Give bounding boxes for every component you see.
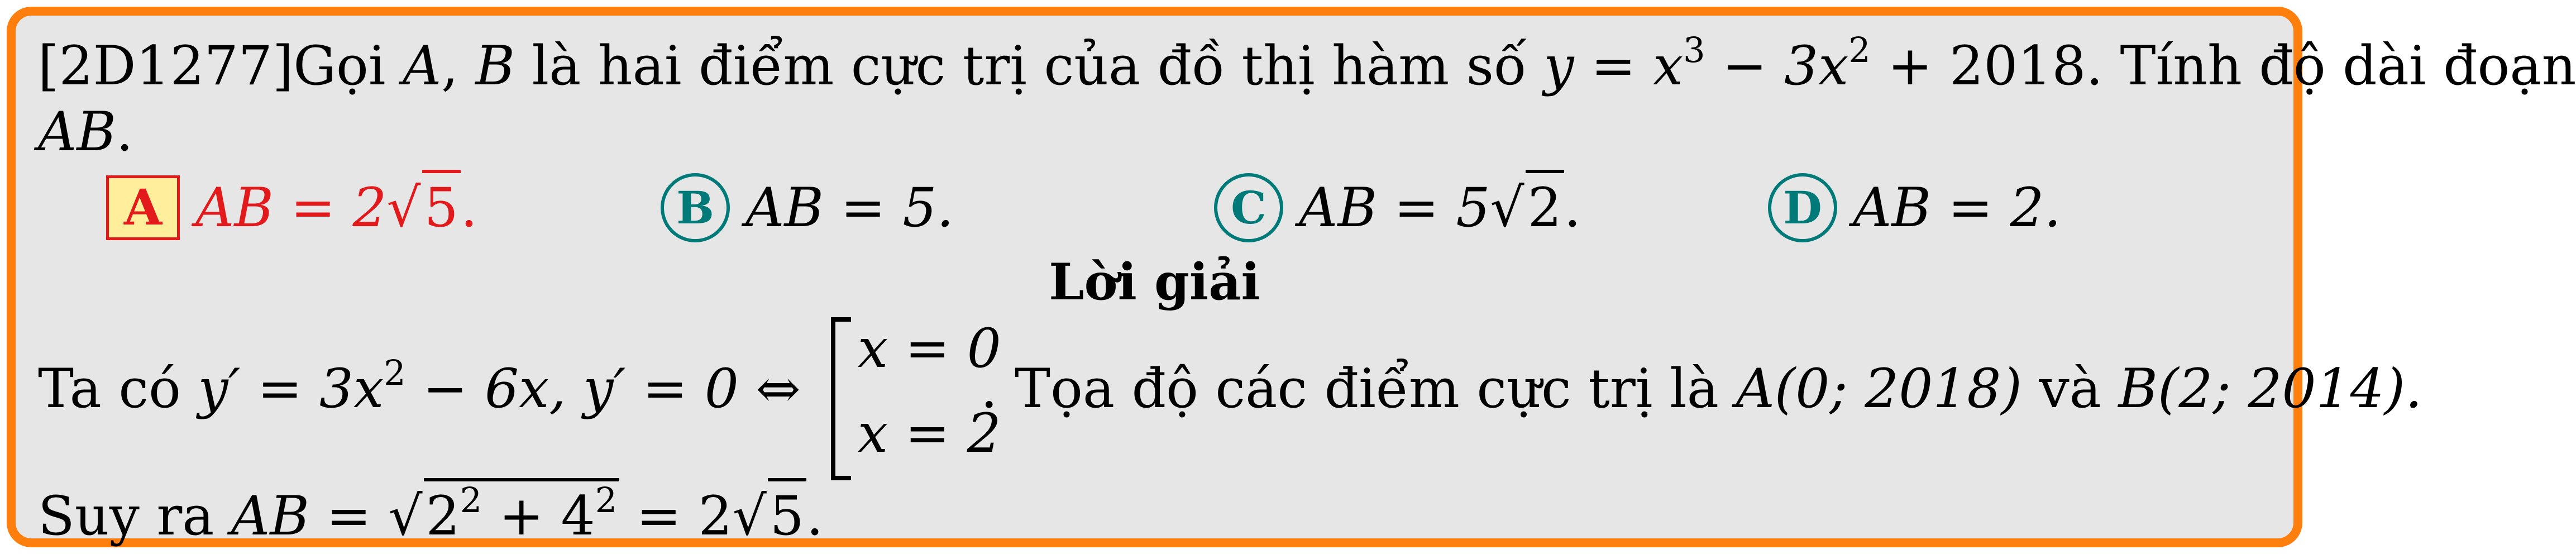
- result-period: .: [806, 485, 824, 547]
- exponent-2: 2: [1848, 30, 1871, 70]
- solution-title: Lời giải: [1049, 252, 1260, 312]
- derivative-zero: y′ = 0 ⇔: [583, 357, 801, 420]
- option-c-letter: C: [1214, 173, 1283, 242]
- option-a[interactable]: [106, 173, 477, 242]
- comma: ,: [441, 35, 476, 97]
- case-2: x = 2: [858, 402, 1001, 465]
- ab-equals: AB =: [231, 485, 389, 547]
- option-a-value: [195, 176, 477, 239]
- solution-line-3: [38, 480, 824, 547]
- radicand-expr: [424, 478, 620, 547]
- radicand-exp-2: 2: [595, 480, 618, 520]
- sqrt-symbol: √2: [1490, 176, 1564, 239]
- case-bracket: [831, 317, 851, 480]
- derivative-expr: y′ = 3x: [198, 357, 384, 420]
- option-b[interactable]: [661, 173, 954, 242]
- sqrt-symbol: √5: [733, 489, 806, 543]
- option-b-letter: B: [661, 173, 730, 242]
- point-a-coords: A(0; 2018): [1736, 357, 2022, 420]
- option-c-suffix: .: [1564, 176, 1581, 239]
- radicand-plus: + 4: [482, 485, 595, 547]
- derivative-rest: − 6x,: [405, 357, 584, 420]
- function-lhs: y = x: [1543, 35, 1684, 97]
- point-b-label: B: [475, 35, 515, 97]
- function-constant: + 2018: [1870, 35, 2086, 97]
- sqrt-symbol: $√2^2 + 4^2$: [388, 489, 619, 543]
- derivative-exponent: 2: [384, 352, 406, 393]
- point-a-label: A: [402, 35, 442, 97]
- question-text-start: Gọi: [293, 35, 403, 97]
- radicand-exp-1: 2: [460, 480, 482, 520]
- option-c-radicand: 2: [1526, 170, 1564, 239]
- option-d-letter: D: [1768, 173, 1837, 242]
- question-line-1: [38, 30, 2576, 97]
- solution-line-1-right: [981, 357, 2422, 420]
- question-text-end: . Tính độ dài đoạn: [2086, 35, 2576, 97]
- point-b-coords: B(2; 2014).: [2118, 357, 2422, 420]
- case-1: x = 0: [858, 317, 1001, 380]
- solution-conclusion-start: Suy ra: [38, 485, 231, 547]
- result-equals: = 2: [619, 485, 733, 547]
- solution-line-1-left: [38, 352, 801, 420]
- solution-text-start: Ta có: [38, 357, 198, 420]
- result-radicand: 5: [768, 478, 806, 547]
- solution-text-after-cases: . Tọa độ các điểm cực trị là: [981, 357, 1736, 420]
- option-a-suffix: .: [460, 176, 478, 239]
- option-a-expr: AB = 2: [195, 176, 387, 239]
- option-c-expr: AB = 5: [1299, 176, 1490, 239]
- period: .: [116, 101, 133, 163]
- question-id: [2D1277]: [38, 35, 294, 97]
- segment-ab: AB: [38, 101, 116, 163]
- question-card: [7, 7, 2576, 547]
- function-term-3x: − 3x: [1705, 35, 1849, 97]
- option-c[interactable]: [1214, 173, 1581, 242]
- conjunction: và: [2021, 357, 2119, 420]
- option-a-letter: A: [106, 175, 180, 240]
- option-d[interactable]: [1768, 173, 2061, 242]
- radicand-base-1: 2: [426, 485, 460, 547]
- option-c-value: [1299, 176, 1581, 239]
- sqrt-symbol: √5: [386, 176, 460, 239]
- exponent-3: 3: [1683, 30, 1705, 70]
- question-line-2: [38, 101, 133, 163]
- option-b-value: AB = 5.: [745, 176, 954, 239]
- option-a-radicand: 5: [422, 170, 461, 239]
- question-text-middle: là hai điểm cực trị của đồ thị hàm số: [514, 35, 1544, 97]
- option-d-value: AB = 2.: [1853, 176, 2061, 239]
